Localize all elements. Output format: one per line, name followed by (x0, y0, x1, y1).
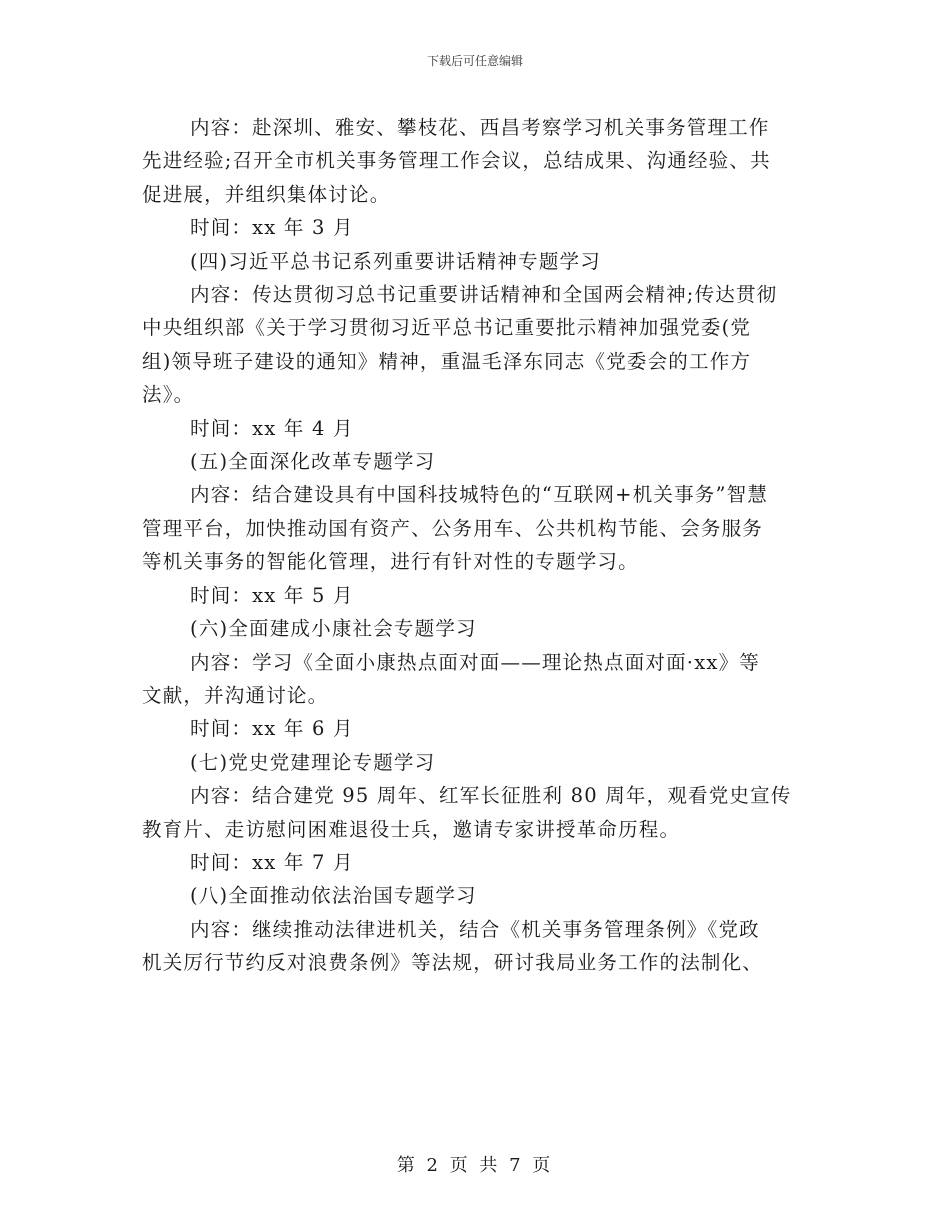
text-line: 时间：xx 年 7 月 (190, 850, 354, 874)
paragraph-time (142, 412, 814, 445)
text-line: 先进经验;召开全市机关事务管理工作会议，总结成果、沟通经验、共 (142, 149, 771, 173)
paragraph-time (142, 712, 814, 745)
section-heading (142, 612, 814, 645)
paragraph-content (142, 779, 814, 846)
text-line: 组)领导班子建设的通知》精神，重温毛泽东同志《党委会的工作方 (142, 349, 752, 373)
paragraph-content (142, 478, 814, 578)
section-heading (142, 245, 814, 278)
text-line: 内容：学习《全面小康热点面对面——理论热点面对面·xx》等 (190, 650, 760, 674)
text-line: 管理平台，加快推动国有资产、公务用车、公共机构节能、会务服务 (142, 516, 764, 540)
text-line: (七)党史党建理论专题学习 (190, 750, 436, 774)
paragraph-time (142, 211, 814, 244)
text-line: 内容：继续推动法律进机关，结合《机关事务管理条例》《党政 (190, 917, 760, 941)
text-line: 教育片、走访慰问困难退役士兵，邀请专家讲授革命历程。 (142, 817, 681, 841)
text-line: 内容：赴深圳、雅安、攀枝花、西昌考察学习机关事务管理工作 (190, 116, 770, 139)
page-header: 下载后可任意编辑 (426, 54, 523, 68)
section-heading (142, 445, 814, 478)
text-line: (六)全面建成小康社会专题学习 (190, 617, 477, 641)
paragraph-content (142, 278, 814, 412)
text-line: (四)习近平总书记系列重要讲话精神专题学习 (190, 249, 601, 273)
text-line: 促进展，并组织集体讨论。 (142, 182, 391, 206)
text-line: 时间：xx 年 3 月 (190, 216, 354, 240)
section-heading (142, 746, 814, 779)
text-line: 文献，并沟通讨论。 (142, 683, 329, 707)
text-line: 中央组织部《关于学习贯彻习近平总书记重要批示精神加强党委(党 (142, 316, 752, 340)
text-line: 等机关事务的智能化管理，进行有针对性的专题学习。 (142, 550, 639, 574)
document-body (142, 111, 814, 980)
text-line: (八)全面推动依法治国专题学习 (190, 884, 477, 908)
text-line: 时间：xx 年 6 月 (190, 717, 354, 741)
text-line: 内容：结合建党 95 周年、红军长征胜利 80 周年，观看党史宣传 (190, 784, 792, 808)
text-line: 内容：结合建设具有中国科技城特色的“互联网+机关事务”智慧 (190, 483, 769, 507)
section-heading (142, 879, 814, 912)
text-line: 内容：传达贯彻习总书记重要讲话精神和全国两会精神;传达贯彻 (190, 283, 778, 307)
paragraph-time (142, 579, 814, 612)
text-line: 法》。 (142, 383, 195, 407)
paragraph-content (142, 913, 814, 980)
paragraph-content-inspection (142, 111, 814, 211)
text-line: 时间：xx 年 5 月 (190, 583, 354, 607)
text-line: 时间：xx 年 4 月 (190, 416, 354, 440)
text-line: 机关厉行节约反对浪费条例》等法规，研讨我局业务工作的法制化、 (142, 951, 764, 975)
page-number-footer: 第 2 页 共 7 页 (396, 1155, 554, 1176)
paragraph-time (142, 846, 814, 879)
text-line: (五)全面深化改革专题学习 (190, 450, 436, 474)
paragraph-content (142, 646, 814, 713)
